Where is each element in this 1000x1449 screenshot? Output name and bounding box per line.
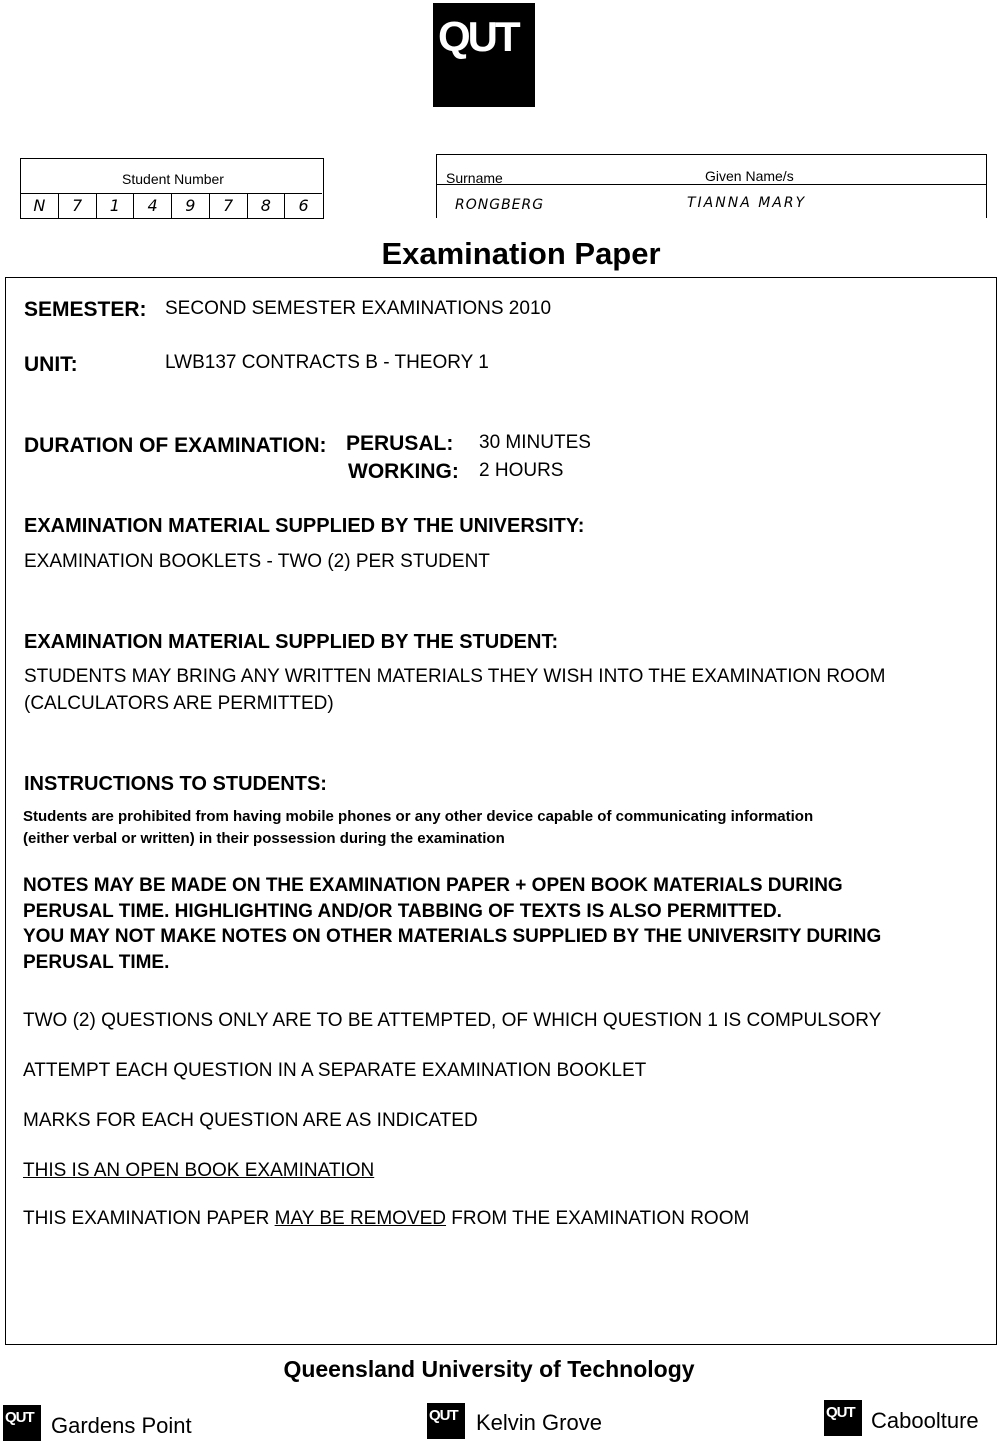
surname-label: Surname <box>446 170 503 186</box>
notes-rule-line4: PERUSAL TIME. <box>23 952 170 973</box>
surname-value: RONGBERG <box>455 197 545 213</box>
student-number-digit: 7 <box>210 194 248 219</box>
removal-notice-end: FROM THE EXAMINATION ROOM <box>446 1208 750 1229</box>
perusal-label: PERUSAL: <box>346 432 454 455</box>
material-university-heading: EXAMINATION MATERIAL SUPPLIED BY THE UNIVERSITY: <box>24 515 585 537</box>
working-value: 2 HOURS <box>479 460 564 481</box>
material-student-line1: STUDENTS MAY BRING ANY WRITTEN MATERIALS THEY WISH INTO THE EXAMINATION ROOM <box>24 666 886 687</box>
unit-value: LWB137 CONTRACTS B - THEORY 1 <box>165 352 489 373</box>
marks-instruction: MARKS FOR EACH QUESTION ARE AS INDICATED <box>23 1110 478 1131</box>
qut-small-logo <box>427 1403 465 1439</box>
qut-small-logo-text: QUT <box>5 1409 34 1426</box>
campus-kelvin-grove: Kelvin Grove <box>476 1410 602 1435</box>
material-student-heading: EXAMINATION MATERIAL SUPPLIED BY THE STUDENT: <box>24 631 559 653</box>
questions-instruction: TWO (2) QUESTIONS ONLY ARE TO BE ATTEMPTED, OF WHICH QUESTION 1 IS COMPULSORY <box>23 1010 882 1031</box>
mobile-rule-line1: Students are prohibited from having mobile phones or any other device capable of communicating information <box>23 808 814 825</box>
student-number-box <box>20 158 324 219</box>
removal-notice-emphasis: MAY BE REMOVED <box>274 1208 447 1229</box>
removal-notice-start: THIS EXAMINATION PAPER <box>23 1208 275 1229</box>
student-number-digit: 7 <box>59 194 97 219</box>
page-title: Examination Paper <box>381 236 661 271</box>
material-student-line2: (CALCULATORS ARE PERMITTED) <box>24 693 334 714</box>
university-name: Queensland University of Technology <box>283 1356 695 1382</box>
student-number-digit: 1 <box>97 194 135 219</box>
name-box-divider <box>437 184 986 185</box>
qut-small-logo-text: QUT <box>429 1407 458 1424</box>
material-university-text: EXAMINATION BOOKLETS - TWO (2) PER STUDENT <box>24 551 490 572</box>
given-names-label: Given Name/s <box>705 168 794 184</box>
student-number-cells <box>21 193 322 219</box>
qut-small-logo <box>824 1400 862 1436</box>
open-book-notice: THIS IS AN OPEN BOOK EXAMINATION <box>23 1160 375 1181</box>
student-number-digit: 6 <box>298 196 309 215</box>
duration-label: DURATION OF EXAMINATION: <box>24 434 327 457</box>
instructions-heading: INSTRUCTIONS TO STUDENTS: <box>24 773 327 795</box>
qut-logo <box>433 3 535 107</box>
notes-rule-line1: NOTES MAY BE MADE ON THE EXAMINATION PAPER + OPEN BOOK MATERIALS DURING <box>23 875 843 896</box>
notes-rule-line2: PERUSAL TIME. HIGHLIGHTING AND/OR TABBING OF TEXTS IS ALSO PERMITTED. <box>23 901 782 922</box>
removal-notice <box>23 1208 749 1230</box>
student-name-box <box>436 154 987 218</box>
working-label: WORKING: <box>348 460 459 483</box>
qut-small-logo <box>3 1405 41 1441</box>
campus-caboolture: Caboolture <box>871 1408 979 1433</box>
qut-logo-text: QUT <box>438 13 518 60</box>
given-names-value: TIANNA MARY <box>687 195 807 211</box>
qut-small-logo-text: QUT <box>826 1404 855 1421</box>
campus-gardens-point: Gardens Point <box>51 1413 192 1438</box>
semester-value: SECOND SEMESTER EXAMINATIONS 2010 <box>165 298 552 319</box>
student-number-label: Student Number <box>122 171 224 187</box>
mobile-rule-line2: (either verbal or written) in their possession during the examination <box>23 830 505 847</box>
perusal-value: 30 MINUTES <box>479 432 591 453</box>
booklet-instruction: ATTEMPT EACH QUESTION IN A SEPARATE EXAMINATION BOOKLET <box>23 1060 647 1081</box>
student-number-digit: 9 <box>172 194 210 219</box>
student-number-digit: 4 <box>134 194 172 219</box>
unit-label: UNIT: <box>24 353 78 376</box>
notes-rule-line3: YOU MAY NOT MAKE NOTES ON OTHER MATERIALS SUPPLIED BY THE UNIVERSITY DURING <box>23 926 882 947</box>
student-number-digit: 8 <box>248 194 286 219</box>
semester-label: SEMESTER: <box>24 298 147 321</box>
student-number-digit: N <box>21 194 59 219</box>
